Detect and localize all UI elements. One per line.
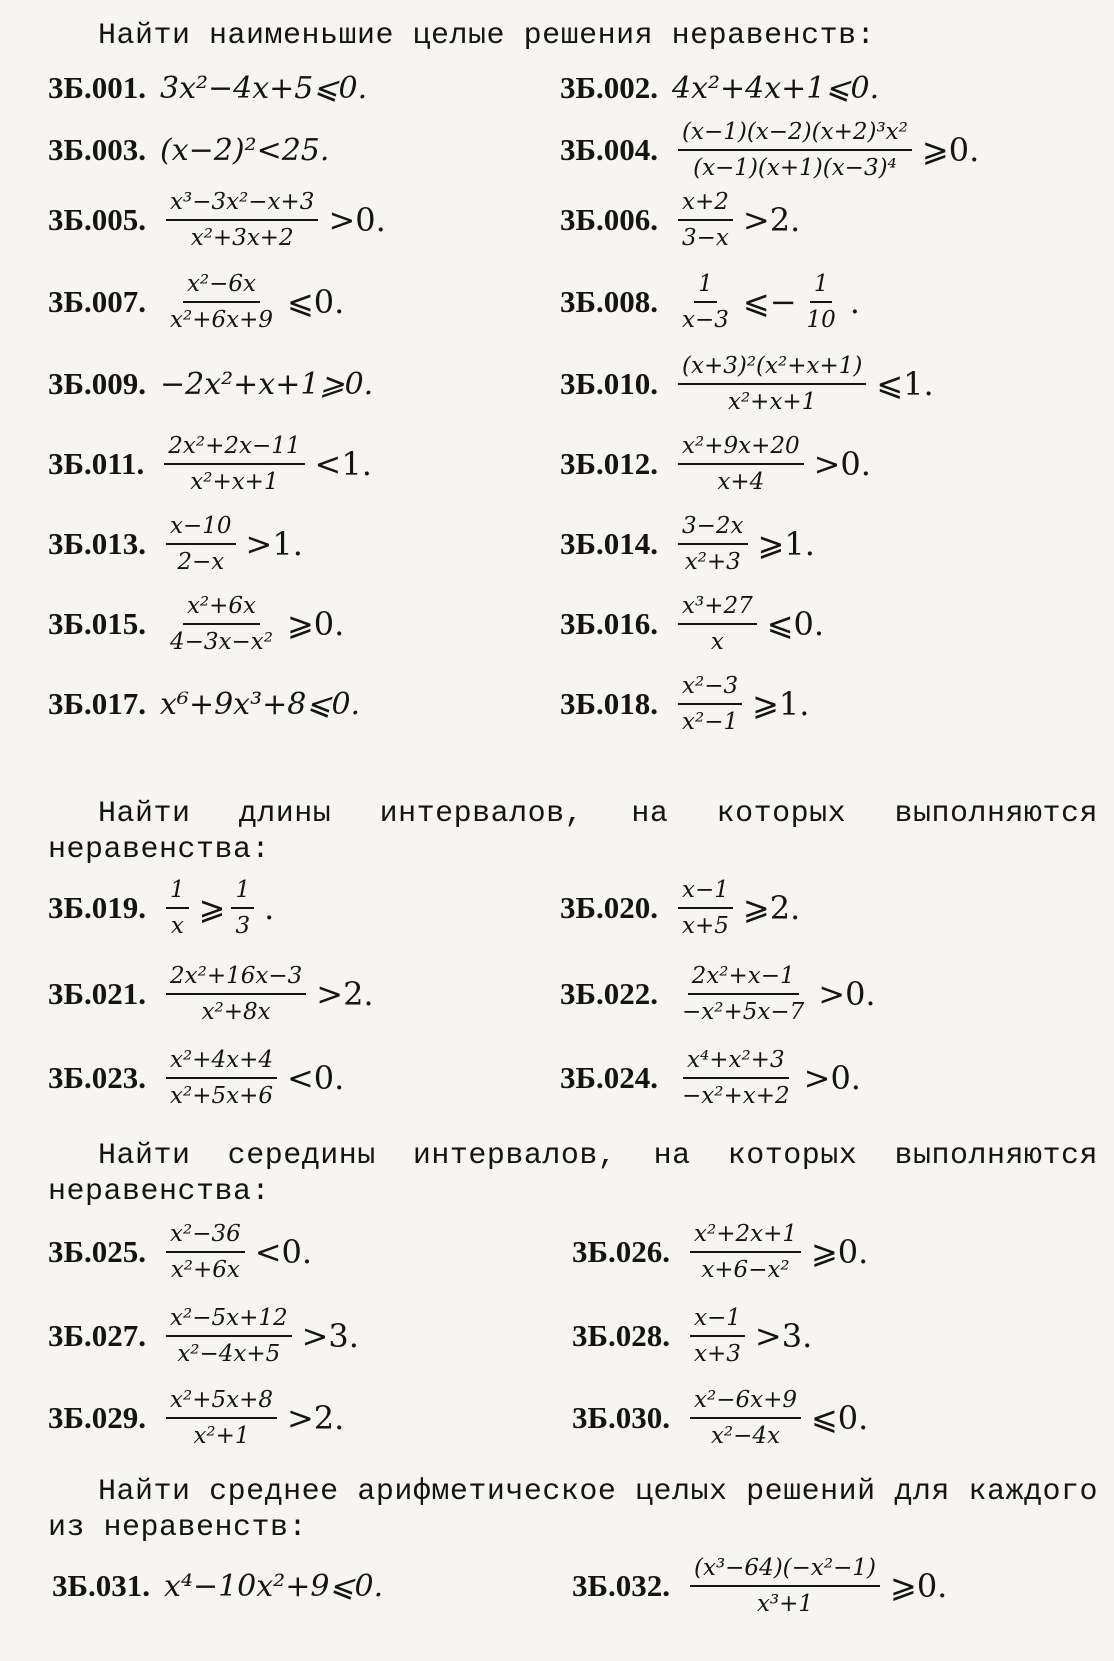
fraction: $\frac{x-1}{x+5}$ bbox=[678, 876, 733, 940]
problem-3b-024: 3Б.024. $\frac{\text{x⁴+x²+3}}{\text{−x²+x+2}}$ >0. bbox=[560, 1047, 861, 1109]
problem-3b-026: 3Б.026. $\frac{\text{x²+2x+1}}{\text{x+6−x²}}$ ⩾0. bbox=[572, 1221, 869, 1283]
fraction: $\frac{\text{x³+27}}{x}$ bbox=[678, 592, 757, 656]
problem-3b-002: 3Б.002. 4x²+4x+1⩽0. bbox=[560, 70, 880, 106]
section-heading: Найти среднее арифметическое целых решений для каждого из неравенств: bbox=[48, 1475, 1098, 1545]
problem-3b-005: 3Б.005. $\frac{\text{x³−3x²−x+3}}{\text{x²+3x+2}}$ >0. bbox=[48, 189, 386, 251]
problem-3b-011: 3Б.011. $\frac{\text{2x²+2x−11}}{\text{x²+x+1}}$ <1. bbox=[48, 433, 372, 495]
problem-3b-006: 3Б.006. $\frac{x+2}{3-x}$ >2. bbox=[560, 189, 801, 251]
fraction: $\frac{\text{(x³−64)(−x²−1)}}{\text{x³+1}}$ bbox=[690, 1554, 880, 1618]
problem-3b-008: 3Б.008. $\frac{1}{x-3}$ ⩽− $\frac{1}{10}$ . bbox=[560, 271, 860, 333]
problem-3b-030: 3Б.030. $\frac{\text{x²−6x+9}}{\text{x²−4x}}$ ⩽0. bbox=[572, 1387, 869, 1449]
fraction: $\frac{1}{3}$ bbox=[231, 876, 254, 940]
problem-3b-018: 3Б.018. $\frac{\text{x²−3}}{\text{x²−1}}$ ⩾1. bbox=[560, 673, 810, 735]
fraction: $\frac{\text{2x²+x−1}}{\text{−x²+5x−7}}$ bbox=[682, 963, 805, 1025]
fraction: $\frac{1}{10}$ bbox=[806, 271, 836, 333]
problem-3b-016: 3Б.016. $\frac{\text{x³+27}}{x}$ ⩽0. bbox=[560, 593, 825, 655]
section-heading: Найти наименьшие целые решения неравенств: bbox=[98, 19, 876, 53]
problem-3b-017: 3Б.017. x⁶+9x³+8⩽0. bbox=[48, 686, 361, 722]
problem-3b-021: 3Б.021. $\frac{\text{2x²+16x−3}}{\text{x²+8x}}$ >2. bbox=[48, 963, 374, 1025]
problem-3b-004: 3Б.004. $\frac{\text{(x−1)(x−2)(x+2)³x²}}{\text{(x−1)(x+1)(x−3)⁴}}$ ⩾0. bbox=[560, 119, 980, 181]
fraction: $\frac{\text{x²+4x+4}}{\text{x²+5x+6}}$ bbox=[166, 1046, 277, 1110]
fraction: $\frac{\text{x³−3x²−x+3}}{\text{x²+3x+2}}$ bbox=[166, 188, 318, 252]
problem-3b-009: 3Б.009. −2x²+x+1⩾0. bbox=[48, 366, 374, 402]
fraction: $\frac{\text{x²−36}}{\text{x²+6x}}$ bbox=[166, 1220, 245, 1284]
fraction: $\frac{1}{x}$ bbox=[166, 876, 189, 940]
fraction: $\frac{\text{x²−3}}{\text{x²−1}}$ bbox=[678, 672, 742, 736]
problem-3b-001: 3Б.001. 3x²−4x+5⩽0. bbox=[48, 70, 368, 106]
fraction: $\frac{\text{(x+3)²(x²+x+1)}}{\text{x²+x+1}}$ bbox=[678, 352, 866, 416]
problem-3b-020: 3Б.020. $\frac{x-1}{x+5}$ ⩾2. bbox=[560, 877, 801, 939]
section-heading: Найти длины интервалов, на которых выполняются неравенства: bbox=[48, 797, 1098, 867]
fraction: $\frac{x-1}{x+3}$ bbox=[690, 1304, 745, 1368]
fraction: $\frac{x-10}{2-x}$ bbox=[166, 512, 236, 576]
fraction: $\frac{\text{x²+2x+1}}{\text{x+6−x²}}$ bbox=[690, 1220, 801, 1284]
fraction: $\frac{\text{x²+9x+20}}{x+4}$ bbox=[678, 432, 804, 496]
problem-3b-007: 3Б.007. $\frac{\text{x²−6x}}{\text{x²+6x+9}}$ ⩽0. bbox=[48, 271, 345, 333]
problem-3b-022: 3Б.022. $\frac{\text{2x²+x−1}}{\text{−x²+5x−7}}$ >0. bbox=[560, 963, 876, 1025]
problem-3b-025: 3Б.025. $\frac{\text{x²−36}}{\text{x²+6x}}$ <0. bbox=[48, 1221, 313, 1283]
problem-3b-031: 3Б.031. x⁴−10x²+9⩽0. bbox=[52, 1568, 384, 1604]
problem-3b-029: 3Б.029. $\frac{\text{x²+5x+8}}{\text{x²+1}}$ >2. bbox=[48, 1387, 345, 1449]
problem-3b-019: 3Б.019. $\frac{1}{x}$ ⩾ $\frac{1}{3}$ . bbox=[48, 877, 275, 939]
fraction: $\frac{\text{x⁴+x²+3}}{\text{−x²+x+2}}$ bbox=[682, 1047, 790, 1109]
problem-3b-012: 3Б.012. $\frac{\text{x²+9x+20}}{x+4}$ >0. bbox=[560, 433, 871, 495]
problem-3b-028: 3Б.028. $\frac{x-1}{x+3}$ >3. bbox=[572, 1305, 813, 1367]
problem-3b-015: 3Б.015. $\frac{\text{x²+6x}}{\text{4−3x−x²}}$ ⩾0. bbox=[48, 593, 345, 655]
problem-3b-023: 3Б.023. $\frac{\text{x²+4x+4}}{\text{x²+5x+6}}$ <0. bbox=[48, 1047, 345, 1109]
fraction: $\frac{\text{x²−6x}}{\text{x²+6x+9}}$ bbox=[170, 271, 273, 333]
problem-3b-013: 3Б.013. $\frac{x-10}{2-x}$ >1. bbox=[48, 513, 303, 575]
fraction: $\frac{\text{x²−6x+9}}{\text{x²−4x}}$ bbox=[690, 1386, 801, 1450]
fraction: $\frac{1}{x-3}$ bbox=[682, 271, 729, 333]
fraction: $\frac{\text{x²+5x+8}}{\text{x²+1}}$ bbox=[166, 1386, 277, 1450]
fraction: $\frac{x+2}{3-x}$ bbox=[678, 188, 733, 252]
fraction: $\frac{\text{x²−5x+12}}{\text{x²−4x+5}}$ bbox=[166, 1304, 292, 1368]
problem-3b-003: 3Б.003. (x−2)²<25. bbox=[48, 132, 330, 168]
problem-3b-032: 3Б.032. $\frac{\text{(x³−64)(−x²−1)}}{\text{x³+1}}$ ⩾0. bbox=[572, 1555, 948, 1617]
section-heading: Найти середины интервалов, на которых выполняются неравенства: bbox=[48, 1139, 1098, 1209]
fraction: $\frac{\text{(x−1)(x−2)(x+2)³x²}}{\text{(x−1)(x+1)(x−3)⁴}}$ bbox=[678, 118, 912, 182]
fraction: $\frac{\text{x²+6x}}{\text{4−3x−x²}}$ bbox=[170, 593, 273, 655]
fraction: $\frac{\text{2x²+2x−11}}{\text{x²+x+1}}$ bbox=[164, 432, 304, 496]
fraction: $\frac{3-2x}{\text{x²+3}}$ bbox=[678, 512, 748, 576]
fraction: $\frac{\text{2x²+16x−3}}{\text{x²+8x}}$ bbox=[166, 962, 306, 1026]
problem-3b-010: 3Б.010. $\frac{\text{(x+3)²(x²+x+1)}}{\text{x²+x+1}}$ ⩽1. bbox=[560, 353, 934, 415]
problem-3b-027: 3Б.027. $\frac{\text{x²−5x+12}}{\text{x²−4x+5}}$ >3. bbox=[48, 1305, 359, 1367]
problem-3b-014: 3Б.014. $\frac{3-2x}{\text{x²+3}}$ ⩾1. bbox=[560, 513, 815, 575]
